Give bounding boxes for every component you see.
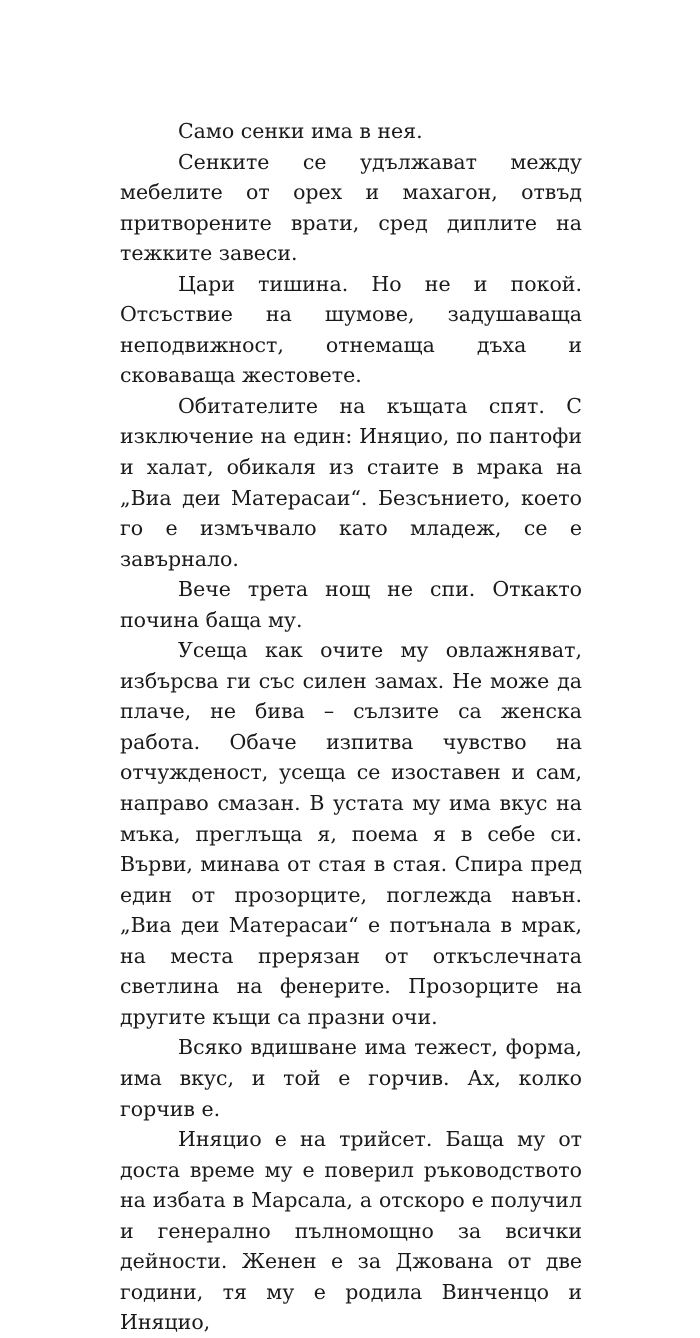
paragraph-3: Цари тишина. Но не и покой. Отсъствие на шумове, задушаваща неподвижност, отнемаща дъха и сковаваща жестовете.: [120, 271, 582, 388]
paragraph-2: Сенките се удължават между мебелите от орех и махагон, отвъд притворените врати, сред диплите на тежките завеси.: [120, 149, 582, 266]
paragraph-1: Само сенки има в нея.: [178, 119, 423, 143]
paragraph-7: Всяко вдишване има тежест, форма, има вкус, и той е горчив. Ах, колко горчив е.: [120, 1035, 582, 1121]
body-text: [120, 116, 582, 1338]
paragraph-6: Усеща как очите му овлажняват, избърсва ги със силен замах. Не може да плаче, не бива – сълзите са женска работа. Обаче изпитва чувство на отчужденост, усеща се изоставен и сам, направо смазан. В устата му има вкус на мъка, преглъща я, поема я в себе си. Върви, минава от стая в стая. Спира пред един от прозорците, поглежда навън. „Виа деи Матерасаи“ е потънала в мрак, на места прерязан от откъслечната светлина на фенерите. Прозорците на другите къщи са празни очи.: [120, 638, 582, 1029]
paragraph-8: Иняцио е на трийсет. Баща му от доста време му е поверил ръководството на избата в Марсала, а отскоро е получил и генерално пълномощно за всички дейности. Женен е за Джована от две години, тя му е родила Винченцо и Иняцио,: [120, 1127, 582, 1335]
paragraph-4: Обитателите на къщата спят. С изключение на един: Иняцио, по пантофи и халат, обикаля из стаите в мрака на „Виа деи Матерасаи“. Безсънието, което го е измъчвало като младеж, се е завърнало.: [120, 393, 582, 571]
paragraph-5: Вече трета нощ не спи. Откакто почина баща му.: [120, 577, 582, 632]
